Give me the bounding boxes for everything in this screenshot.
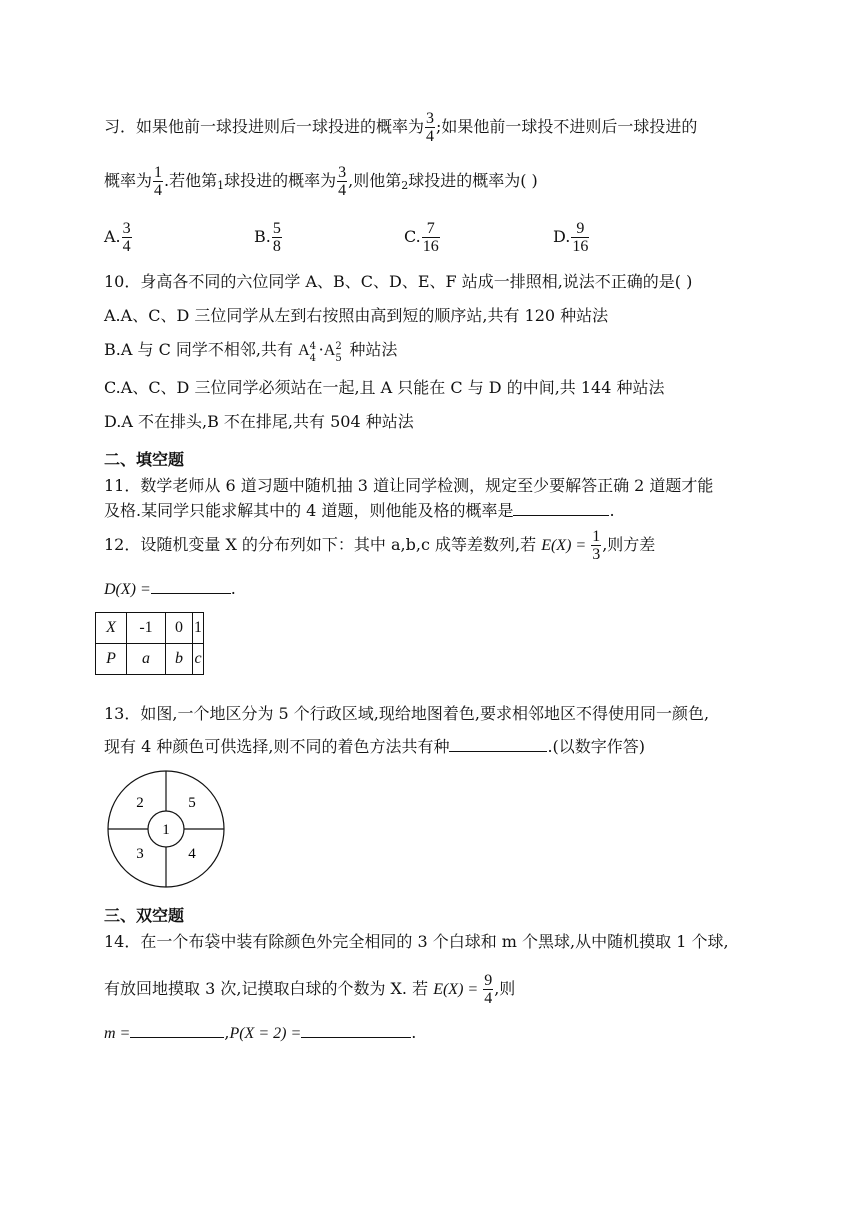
distribution-table	[95, 612, 204, 675]
table-row	[96, 613, 204, 644]
q9-line1: 习．如果他前一球投进则后一球投进的概率为 $\frac{3}{4}$ ;如果他前一球投不进则后一球投进的	[104, 110, 698, 145]
fraction: $\frac{7}{16}$	[422, 220, 439, 255]
q13-line1: 13．如图,一个地区分为 5 个行政区域,现给地图着色,要求相邻地区不得使用同一颜色,	[104, 704, 710, 723]
q11-line2: 及格.某同学只能求解其中的 4 道题，则他能及格的概率是 .	[104, 501, 615, 520]
fraction: $\frac{9}{16}$	[572, 220, 589, 255]
answer-blank[interactable]	[151, 578, 231, 594]
q10-option-a: A.A、C、D 三位同学从左到右按照由高到短的顺序站,共有 120 种站法	[104, 306, 609, 325]
region-label: 4	[188, 846, 196, 862]
region-label: 5	[188, 795, 196, 811]
answer-blank[interactable]	[449, 736, 547, 752]
region-label: 2	[136, 795, 144, 811]
fraction: $\frac{3}{4}$	[338, 164, 347, 199]
q10-option-d: D.A 不在排头,B 不在排尾,共有 504 种站法	[104, 412, 414, 431]
q13-line2: 现有 4 种颜色可供选择,则不同的着色方法共有种 .(以数字作答)	[104, 737, 646, 756]
table-cell: b	[166, 644, 193, 675]
q12-line1: 12．设随机变量 X 的分布列如下：其中 a,b,c 成等差数列,若 E(X) = $\frac{1}{3}$ ,则方差	[104, 528, 656, 563]
q10-option-b: B.A 与 C 同学不相邻,共有 A 4 4 ·A 2 5 种站法	[104, 340, 398, 364]
section-heading-double-blank: 三、双空题	[104, 906, 185, 925]
table-cell: -1	[127, 613, 166, 644]
table-cell: 1	[193, 613, 204, 644]
perm-indices: 2 5	[335, 341, 342, 364]
q9-option-d: D. $\frac{9}{16}$	[553, 220, 589, 255]
q10-option-c: C.A、C、D 三位同学必须站在一起,且 A 只能在 C 与 D 的中间,共 144 种站法	[104, 378, 665, 397]
section-heading-fill-in: 二、填空题	[104, 450, 185, 469]
fraction: $\frac{3}{4}$	[122, 220, 131, 255]
q14-line1: 14．在一个布袋中装有除颜色外完全相同的 3 个白球和 m 个黑球,从中随机摸取 1 个球,	[104, 932, 729, 951]
fraction: $\frac{1}{3}$	[592, 528, 601, 563]
table-cell: c	[193, 644, 204, 675]
table-cell: P	[96, 644, 127, 675]
q12-line2: D(X) = .	[104, 579, 236, 598]
region-label: 1	[162, 822, 170, 838]
table-row	[96, 644, 204, 675]
fraction: $\frac{9}{4}$	[484, 972, 493, 1007]
perm-indices: 4 4	[309, 341, 317, 364]
table-cell: X	[96, 613, 127, 644]
answer-blank[interactable]	[130, 1022, 224, 1038]
q14-line2: 有放回地摸取 3 次,记摸取白球的个数为 X. 若 E(X) = $\frac{9}{4}$ ,则	[104, 972, 516, 1007]
fraction: $\frac{1}{4}$	[154, 164, 163, 199]
fraction: $\frac{5}{8}$	[272, 220, 281, 255]
q14-line3: m = ,P(X = 2) = .	[104, 1023, 417, 1042]
table-cell: 0	[166, 613, 193, 644]
q9-option-a: A. $\frac{3}{4}$	[104, 220, 131, 255]
fraction: $\frac{3}{4}$	[426, 110, 435, 145]
q9-line2: 概率为 $\frac{1}{4}$ .若他第$_1$球投进的概率为 $\frac{3}{4}$ ,则他第$_2$球投进的概率为( )	[104, 164, 538, 199]
q9-option-c: C. $\frac{7}{16}$	[404, 220, 439, 255]
region-map-diagram	[100, 770, 236, 892]
q11-line1: 11．数学老师从 6 道习题中随机抽 3 道让同学检测，规定至少要解答正确 2 道题才能	[104, 476, 714, 495]
q10-stem: 10．身高各不同的六位同学 A、B、C、D、E、F 站成一排照相,说法不正确的是( )	[104, 272, 693, 291]
table-cell: a	[127, 644, 166, 675]
region-label: 3	[136, 846, 144, 862]
answer-blank[interactable]	[513, 500, 609, 516]
answer-blank[interactable]	[301, 1022, 411, 1038]
q9-option-b: B. $\frac{5}{8}$	[254, 220, 281, 255]
